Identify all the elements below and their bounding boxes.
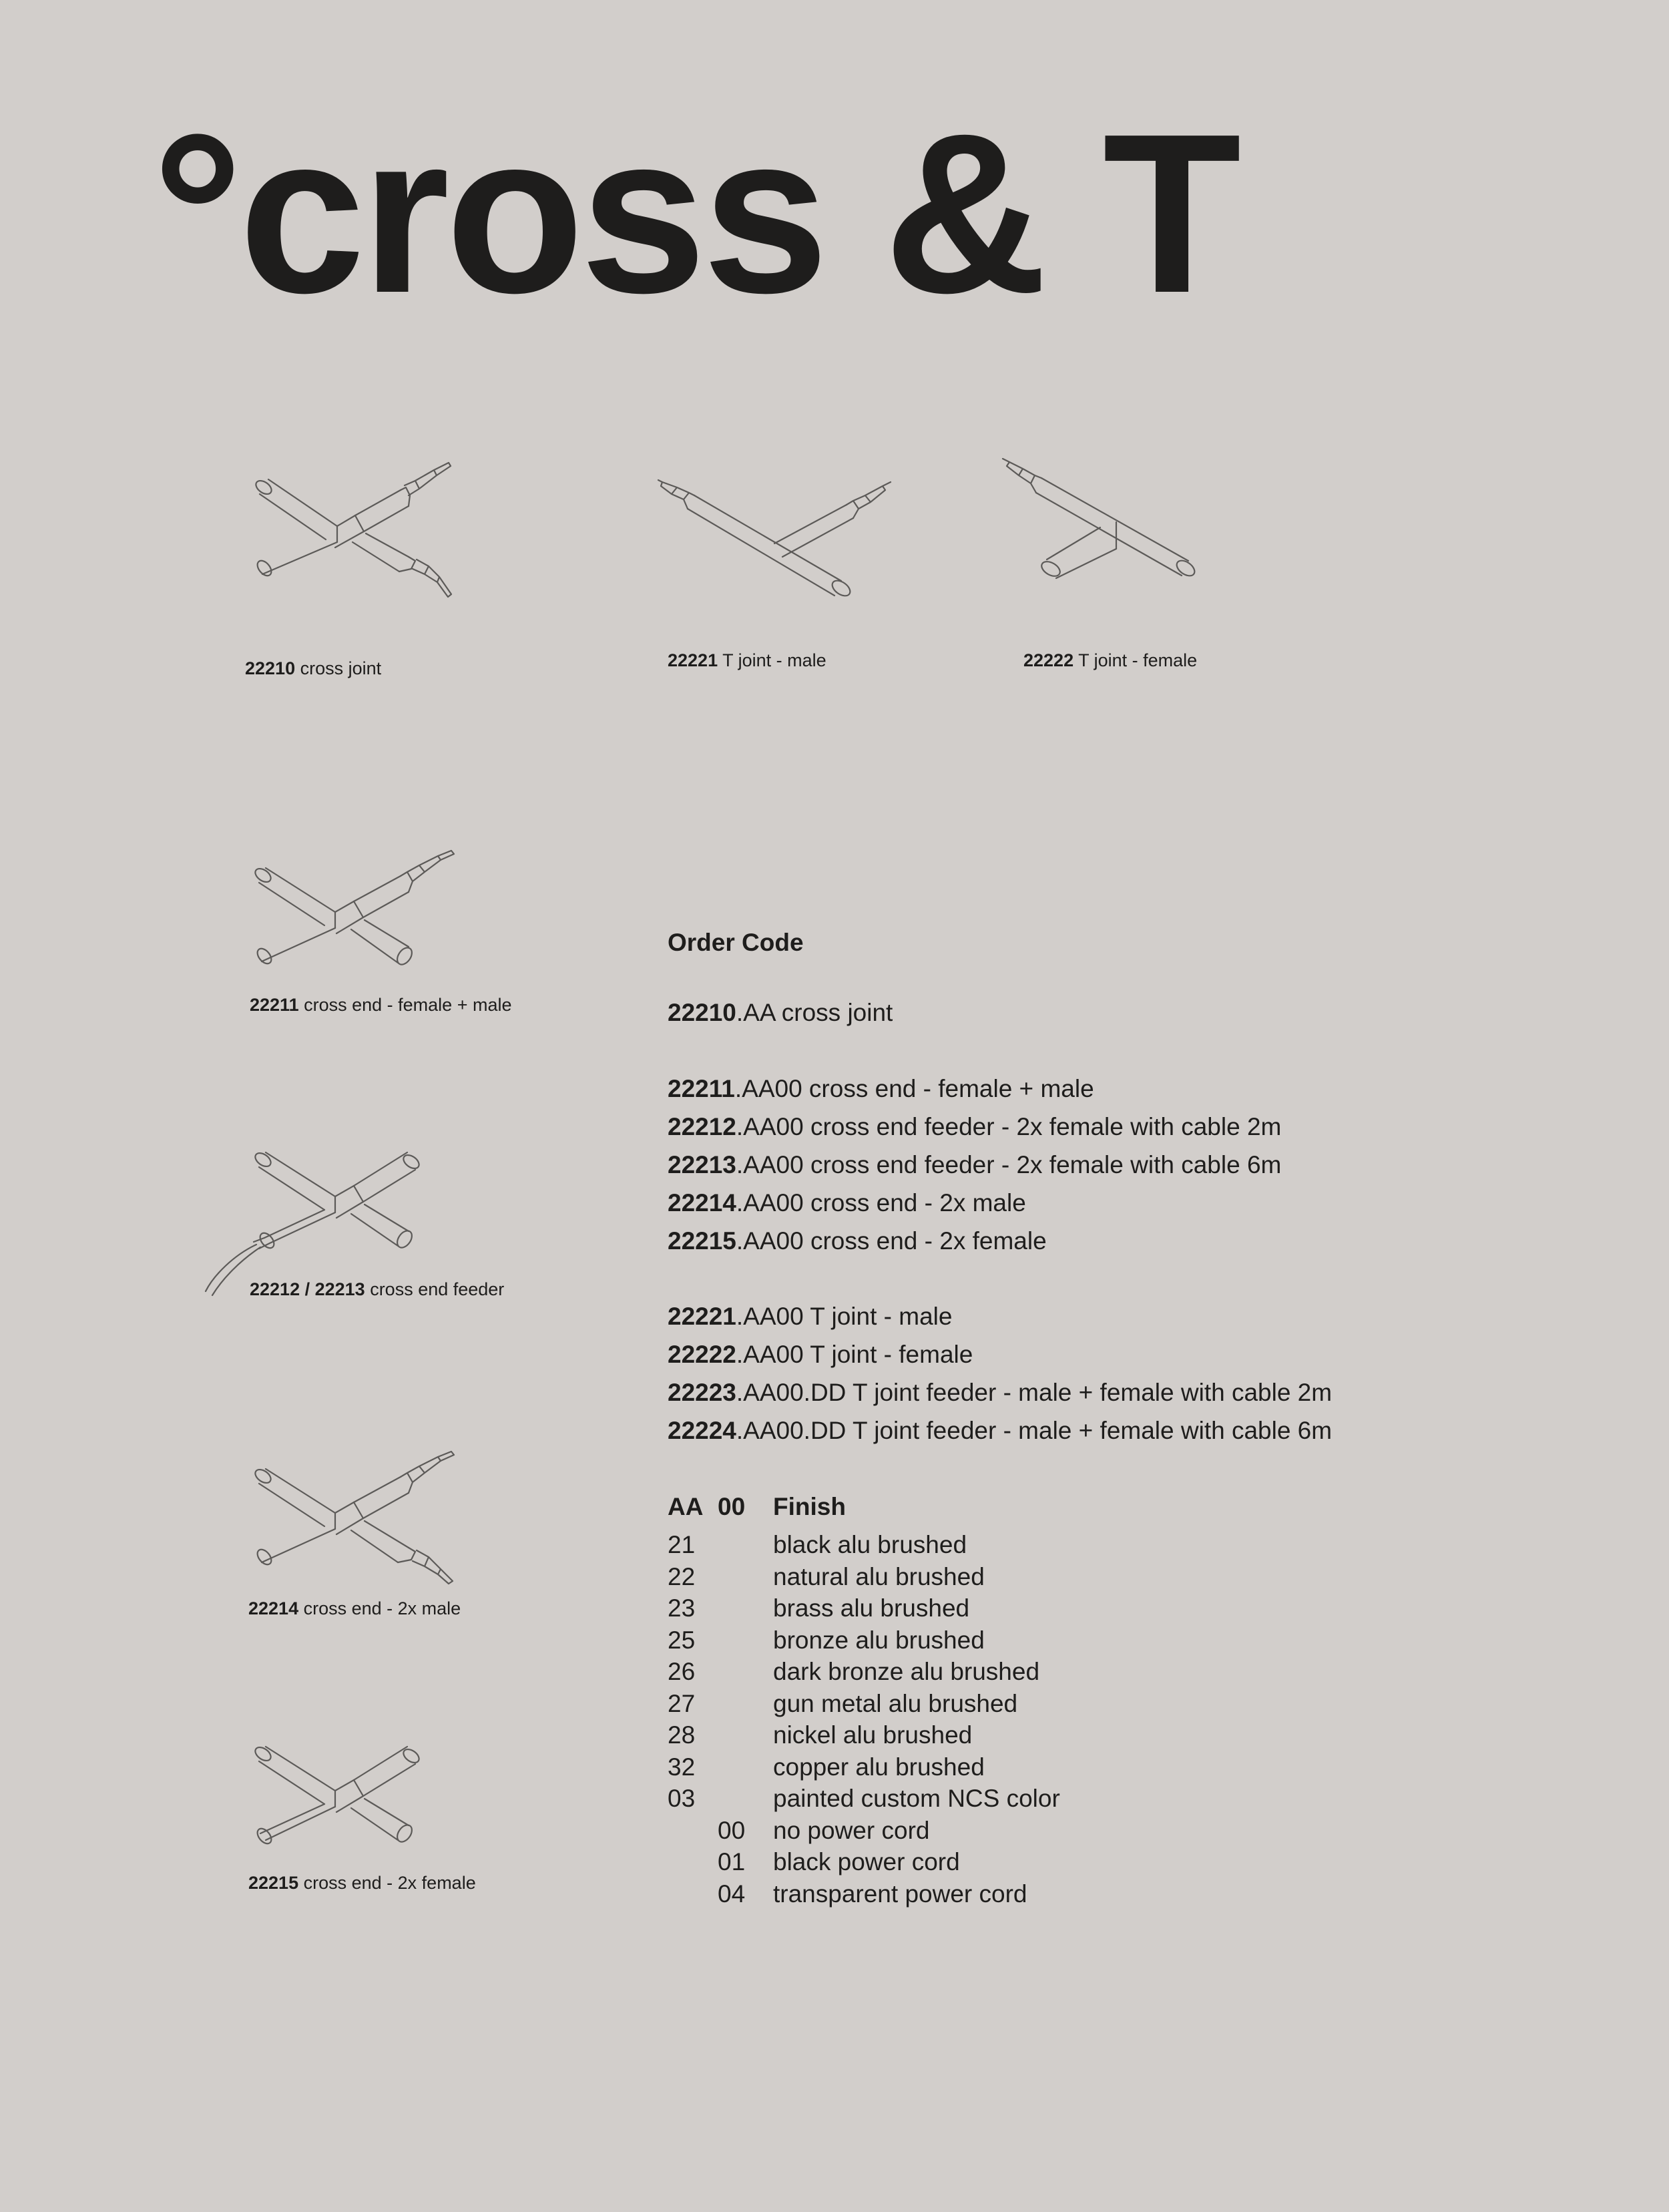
finish-aa-code: 27 <box>668 1690 696 1717</box>
t-joint-male-illustration <box>654 474 895 608</box>
order-code-description: .AA00.DD T joint feeder - male + female with cable 2m <box>736 1379 1333 1406</box>
product-caption: 22214 cross end - 2x male <box>248 1598 461 1618</box>
order-code-number: 22211 <box>668 1075 735 1102</box>
finish-label: brass alu brushed <box>773 1594 970 1622</box>
finish-aa-code: 32 <box>668 1753 696 1781</box>
cross-end-2x-female-illustration <box>254 1729 427 1856</box>
order-code-description: .AA cross joint <box>736 999 893 1026</box>
order-code-heading: Order Code <box>668 929 804 956</box>
order-code-number: 22222 <box>668 1341 736 1368</box>
product-caption: 22215 cross end - 2x female <box>248 1873 476 1893</box>
order-code-number: 22214 <box>668 1189 736 1216</box>
order-code-description: .AA00.DD T joint feeder - male + female with cable 6m <box>736 1417 1333 1444</box>
cross-end-feeder-illustration <box>200 1135 427 1302</box>
finish-label: bronze alu brushed <box>773 1626 985 1654</box>
finish-aa-code: 22 <box>668 1563 696 1590</box>
finish-aa-code: 28 <box>668 1721 696 1749</box>
finish-label: natural alu brushed <box>773 1563 985 1590</box>
finish-label: copper alu brushed <box>773 1753 985 1781</box>
finish-header-00: 00 <box>718 1493 746 1520</box>
order-code-line <box>668 1190 1026 1215</box>
finish-label: nickel alu brushed <box>773 1721 973 1749</box>
finish-aa-code: 03 <box>668 1785 696 1812</box>
product-caption: 22211 cross end - female + male <box>250 995 512 1015</box>
order-code-number: 22213 <box>668 1151 736 1178</box>
order-code-line <box>668 1114 1281 1139</box>
order-code-number: 22224 <box>668 1417 736 1444</box>
cross-joint-illustration <box>254 454 461 608</box>
order-code-number: 22223 <box>668 1379 736 1406</box>
order-code-number: 22210 <box>668 999 736 1026</box>
order-code-line <box>668 1152 1281 1177</box>
page-title: °cross & T <box>152 87 1238 341</box>
finish-00-code: 00 <box>718 1817 746 1844</box>
order-code-number: 22215 <box>668 1227 736 1255</box>
finish-header-aa: AA <box>668 1493 704 1520</box>
order-code-description: .AA00 cross end - 2x male <box>736 1189 1026 1216</box>
finish-label: black alu brushed <box>773 1531 967 1558</box>
product-caption: 22212 / 22213 cross end feeder <box>250 1279 505 1299</box>
finish-00-code: 01 <box>718 1848 746 1875</box>
finish-aa-code: 23 <box>668 1594 696 1622</box>
order-code-line <box>668 1418 1332 1443</box>
finish-label: transparent power cord <box>773 1880 1027 1908</box>
order-code-line <box>668 1076 1094 1101</box>
product-caption: 22210 cross joint <box>245 658 382 678</box>
order-code-line <box>668 1342 973 1367</box>
t-joint-female-illustration <box>995 454 1208 588</box>
finish-header-label: Finish <box>773 1493 846 1520</box>
order-code-number: 22212 <box>668 1113 736 1140</box>
order-code-description: .AA00 T joint - female <box>736 1341 973 1368</box>
order-code-line <box>668 1229 1047 1253</box>
order-code-description: .AA00 cross end feeder - 2x female with cable 2m <box>736 1113 1282 1140</box>
order-code-description: .AA00 cross end - 2x female <box>736 1227 1047 1255</box>
product-caption: 22222 T joint - female <box>1023 650 1198 670</box>
finish-aa-code: 21 <box>668 1531 696 1558</box>
cross-end-female-male-illustration <box>254 841 467 975</box>
cross-end-2x-male-illustration <box>254 1442 467 1589</box>
finish-label: dark bronze alu brushed <box>773 1658 1040 1685</box>
order-code-number: 22221 <box>668 1303 736 1330</box>
finish-aa-code: 26 <box>668 1658 696 1685</box>
finish-aa-code: 25 <box>668 1626 696 1654</box>
order-code-line <box>668 1000 893 1025</box>
finish-label: no power cord <box>773 1817 930 1844</box>
finish-label: black power cord <box>773 1848 960 1875</box>
finish-label: gun metal alu brushed <box>773 1690 1018 1717</box>
finish-00-code: 04 <box>718 1880 746 1908</box>
order-code-description: .AA00 cross end feeder - 2x female with cable 6m <box>736 1151 1282 1178</box>
product-caption: 22221 T joint - male <box>668 650 826 670</box>
finish-label: painted custom NCS color <box>773 1785 1060 1812</box>
order-code-description: .AA00 cross end - female + male <box>734 1075 1094 1102</box>
order-code-line <box>668 1380 1332 1405</box>
order-code-line <box>668 1304 952 1329</box>
order-code-description: .AA00 T joint - male <box>736 1303 953 1330</box>
